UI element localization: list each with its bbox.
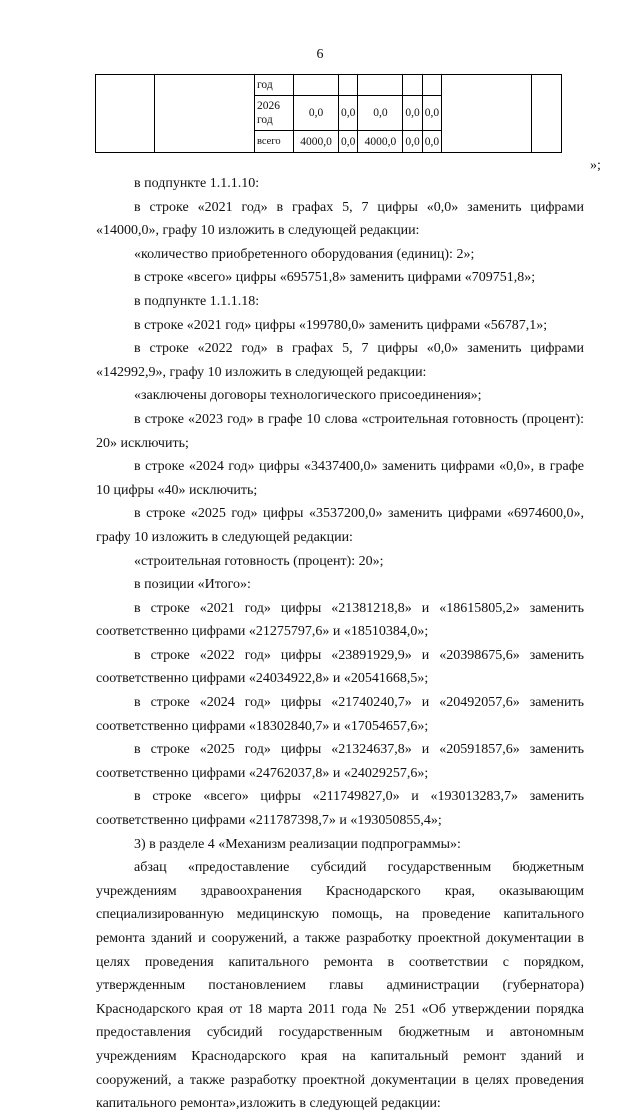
closing-mark: »; — [590, 158, 601, 173]
table-cell: 0,0 — [403, 131, 422, 153]
paragraph: в позиции «Итого»: — [134, 577, 251, 593]
table-cell — [403, 75, 422, 96]
budget-table — [95, 74, 562, 153]
table-cell: 0,0 — [403, 96, 422, 131]
table-cell: 0,0 — [422, 131, 441, 153]
paragraph: в строке «2021 год» в графах 5, 7 цифры «0,0» заменить цифрами «14000,0», графу 10 изложить в следующей редакции: — [96, 199, 584, 239]
page-number: 6 — [316, 47, 324, 62]
paragraph: в строке «2025 год» цифры «3537200,0» заменить цифрами «6974600,0», графу 10 изложить в следующей редакции: — [96, 506, 584, 545]
table-cell: 0,0 — [422, 96, 441, 131]
paragraph: «строительная готовность (процент): 20»; — [134, 553, 384, 569]
table-cell: 4000,0 — [358, 131, 403, 153]
paragraph: в строке «всего» цифры «695751,8» заменить цифрами «709751,8»; — [134, 270, 536, 286]
paragraph: в строке «2024 год» цифры «21740240,7» и «20492057,6» заменить соответственно цифрами «18302840,7» и «17054657,6»; — [96, 695, 584, 734]
paragraph: в строке «2024 год» цифры «3437400,0» заменить цифрами «0,0», в графе 10 цифры «40» исключить; — [96, 459, 584, 498]
table-cell — [339, 75, 358, 96]
paragraph: в строке «2021 год» цифры «21381218,8» и «18615805,2» заменить соответственно цифрами «21275797,6» и «18510384,0»; — [96, 600, 584, 640]
table-cell — [358, 75, 403, 96]
table-cell — [422, 75, 441, 96]
paragraph: в подпункте 1.1.1.18: — [134, 293, 260, 309]
table-cell: 0,0 — [339, 96, 358, 131]
paragraph: в строке «2021 год» цифры «199780,0» заменить цифрами «56787,1»; — [134, 317, 548, 333]
table-row — [96, 75, 562, 96]
table-cell — [294, 75, 339, 96]
table-row-label: всего — [255, 131, 294, 153]
table-row-label: год — [255, 75, 294, 96]
table-row-label: 2026 год — [255, 96, 294, 131]
table-cell: 0,0 — [294, 96, 339, 131]
table-cell: 4000,0 — [294, 131, 339, 153]
paragraph: в подпункте 1.1.1.10: — [134, 176, 260, 191]
table-cell: 0,0 — [339, 131, 358, 153]
paragraph: в строке «2022 год» в графах 5, 7 цифры «0,0» заменить цифрами «142992,9», графу 10 изложить в следующей редакции: — [96, 341, 584, 380]
table-empty-cell — [442, 75, 532, 153]
paragraph: в строке «всего» цифры «211749827,0» и «193013283,7» заменить соответственно цифрами «211787398,7» и «193050855,4»; — [96, 789, 584, 829]
table-empty-cell — [532, 75, 562, 153]
paragraph: «заключены договоры технологического присоединения»; — [134, 388, 482, 404]
paragraph: «количество приобретенного оборудования (единиц): 2»; — [134, 246, 475, 262]
table-empty-cell — [155, 75, 255, 153]
paragraph: в строке «2022 год» цифры «23891929,9» и «20398675,6» заменить соответственно цифрами «24034922,8» и «20541668,5»; — [96, 647, 584, 687]
table-empty-cell — [96, 75, 155, 153]
paragraph: в строке «2025 год» цифры «21324637,8» и «20591857,6» заменить соответственно цифрами «24762037,8» и «24029257,6»; — [96, 742, 584, 781]
paragraph: в строке «2023 год» в графе 10 слова «строительная готовность (процент): 20» исключить; — [96, 411, 584, 451]
document-body — [96, 172, 584, 1116]
table-cell: 0,0 — [358, 96, 403, 131]
paragraph: абзац «предоставление субсидий государственным бюджетным учреждениям здравоохранения Краснодарского края, оказывающим специализированную медицинскую помощь, на проведение капитального ремонта зданий и сооружений, а также разработку проектной документации в целях проведения капитального ремонта в соответствии с порядком, утвержденным постановлением главы администрации (губернатора) Краснодарского края от 18 марта 2011 года № 251 «Об утверждении порядка предоставления субсидий государственным бюджетным и автономным учреждениям Краснодарского края на капитальный ремонт зданий и сооружений, а также разработку проектной документации в целях проведения капитального ремонта»,изложить в следующей редакции: — [96, 860, 584, 1112]
paragraph: 3) в разделе 4 «Механизм реализации подпрограммы»: — [134, 836, 461, 852]
